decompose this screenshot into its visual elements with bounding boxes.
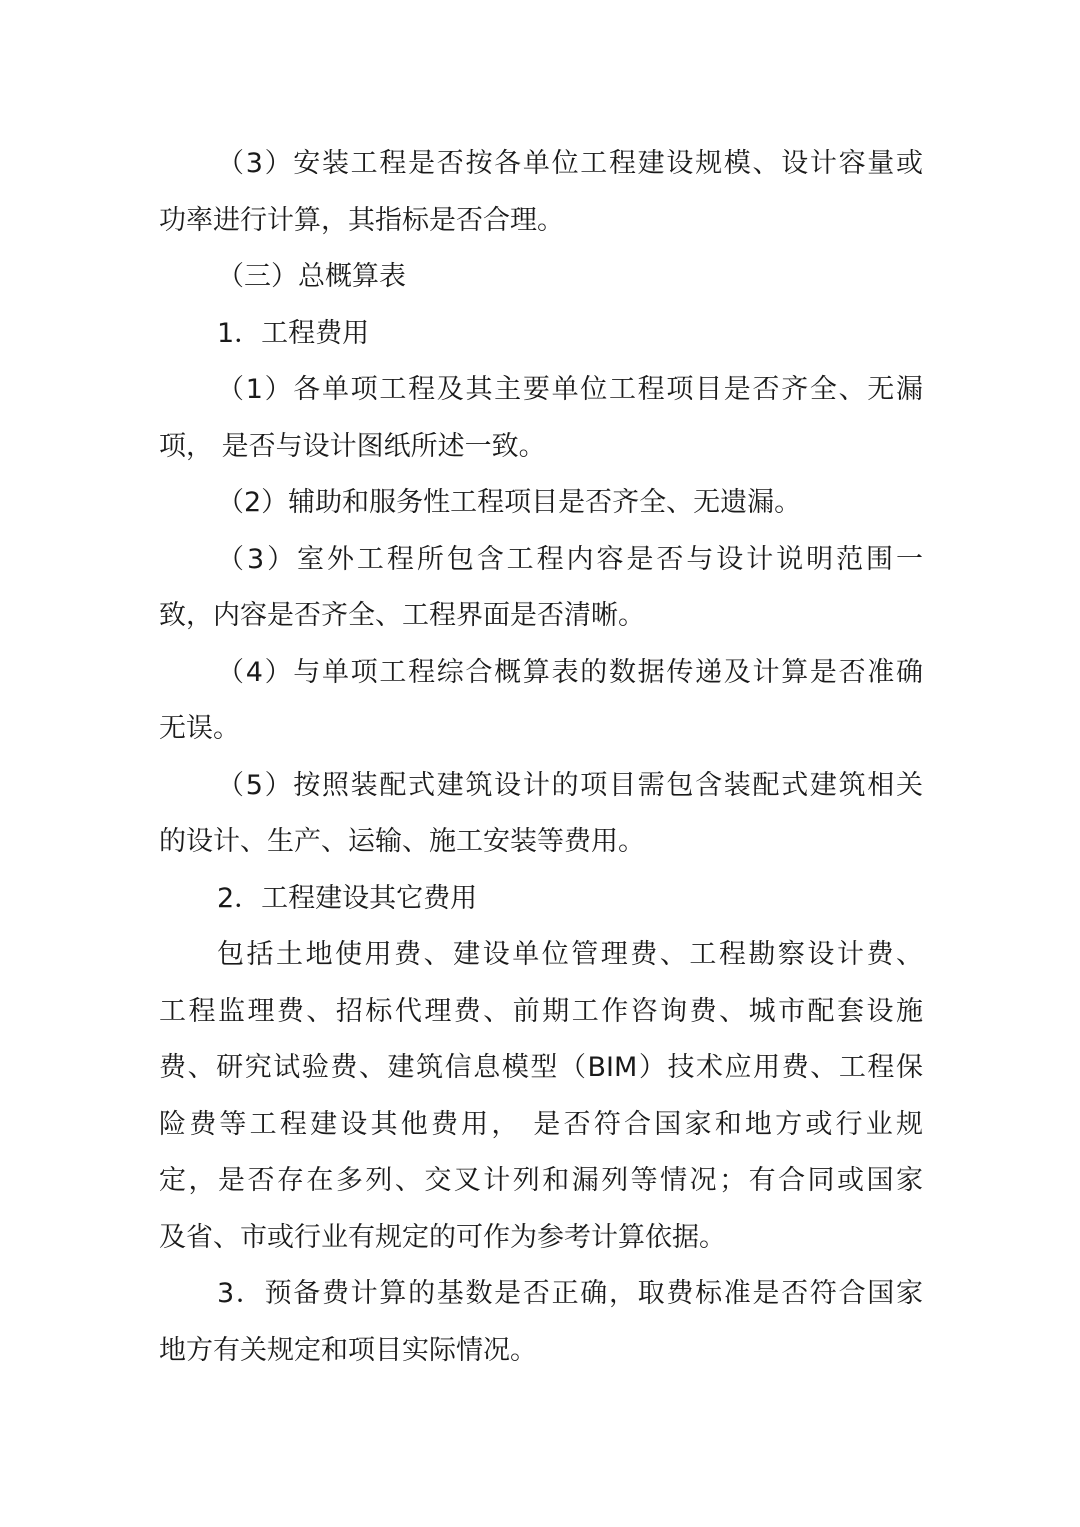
paragraph-line: （2）辅助和服务性工程项目是否齐全、无遗漏。 bbox=[217, 487, 802, 518]
paragraph-line: （4）与单项工程综合概算表的数据传递及计算是否准确 bbox=[217, 656, 923, 688]
paragraph-line: 项， 是否与设计图纸所述一致。 bbox=[159, 430, 546, 462]
paragraph-line: 工程监理费、招标代理费、前期工作咨询费、城市配套设施 bbox=[159, 995, 923, 1027]
subsection-heading: 2．工程建设其它费用 bbox=[217, 882, 478, 914]
paragraph-line: 无误。 bbox=[159, 713, 240, 744]
paragraph-line: 险费等工程建设其他费用， 是否符合国家和地方或行业规 bbox=[159, 1108, 923, 1140]
paragraph-line: 费、研究试验费、建筑信息模型（BIM）技术应用费、工程保 bbox=[159, 1052, 923, 1083]
paragraph-line: 地方有关规定和项目实际情况。 bbox=[159, 1334, 537, 1366]
subsection-heading: 1．工程费用 bbox=[217, 317, 370, 349]
paragraph-line: 致，内容是否齐全、工程界面是否清晰。 bbox=[159, 600, 645, 631]
paragraph-line: 及省、市或行业有规定的可作为参考计算依据。 bbox=[159, 1221, 726, 1253]
paragraph-line: （3）安装工程是否按各单位工程建设规模、设计容量或 bbox=[217, 148, 923, 179]
paragraph-line: 3．预备费计算的基数是否正确，取费标准是否符合国家 bbox=[217, 1278, 923, 1309]
section-heading: （三）总概算表 bbox=[217, 261, 406, 292]
paragraph-line: 定，是否存在多列、交叉计列和漏列等情况；有合同或国家 bbox=[159, 1165, 923, 1196]
paragraph-line: 功率进行计算，其指标是否合理。 bbox=[159, 204, 564, 236]
paragraph-line: （5）按照装配式建筑设计的项目需包含装配式建筑相关 bbox=[217, 769, 923, 801]
paragraph-line: （3）室外工程所包含工程内容是否与设计说明范围一 bbox=[217, 543, 923, 575]
document-body bbox=[159, 136, 923, 1379]
paragraph-line: 包括土地使用费、建设单位管理费、工程勘察设计费、 bbox=[217, 939, 923, 970]
paragraph-line: 的设计、生产、运输、施工安装等费用。 bbox=[159, 826, 645, 857]
paragraph-line: （1）各单项工程及其主要单位工程项目是否齐全、无漏 bbox=[217, 374, 923, 405]
